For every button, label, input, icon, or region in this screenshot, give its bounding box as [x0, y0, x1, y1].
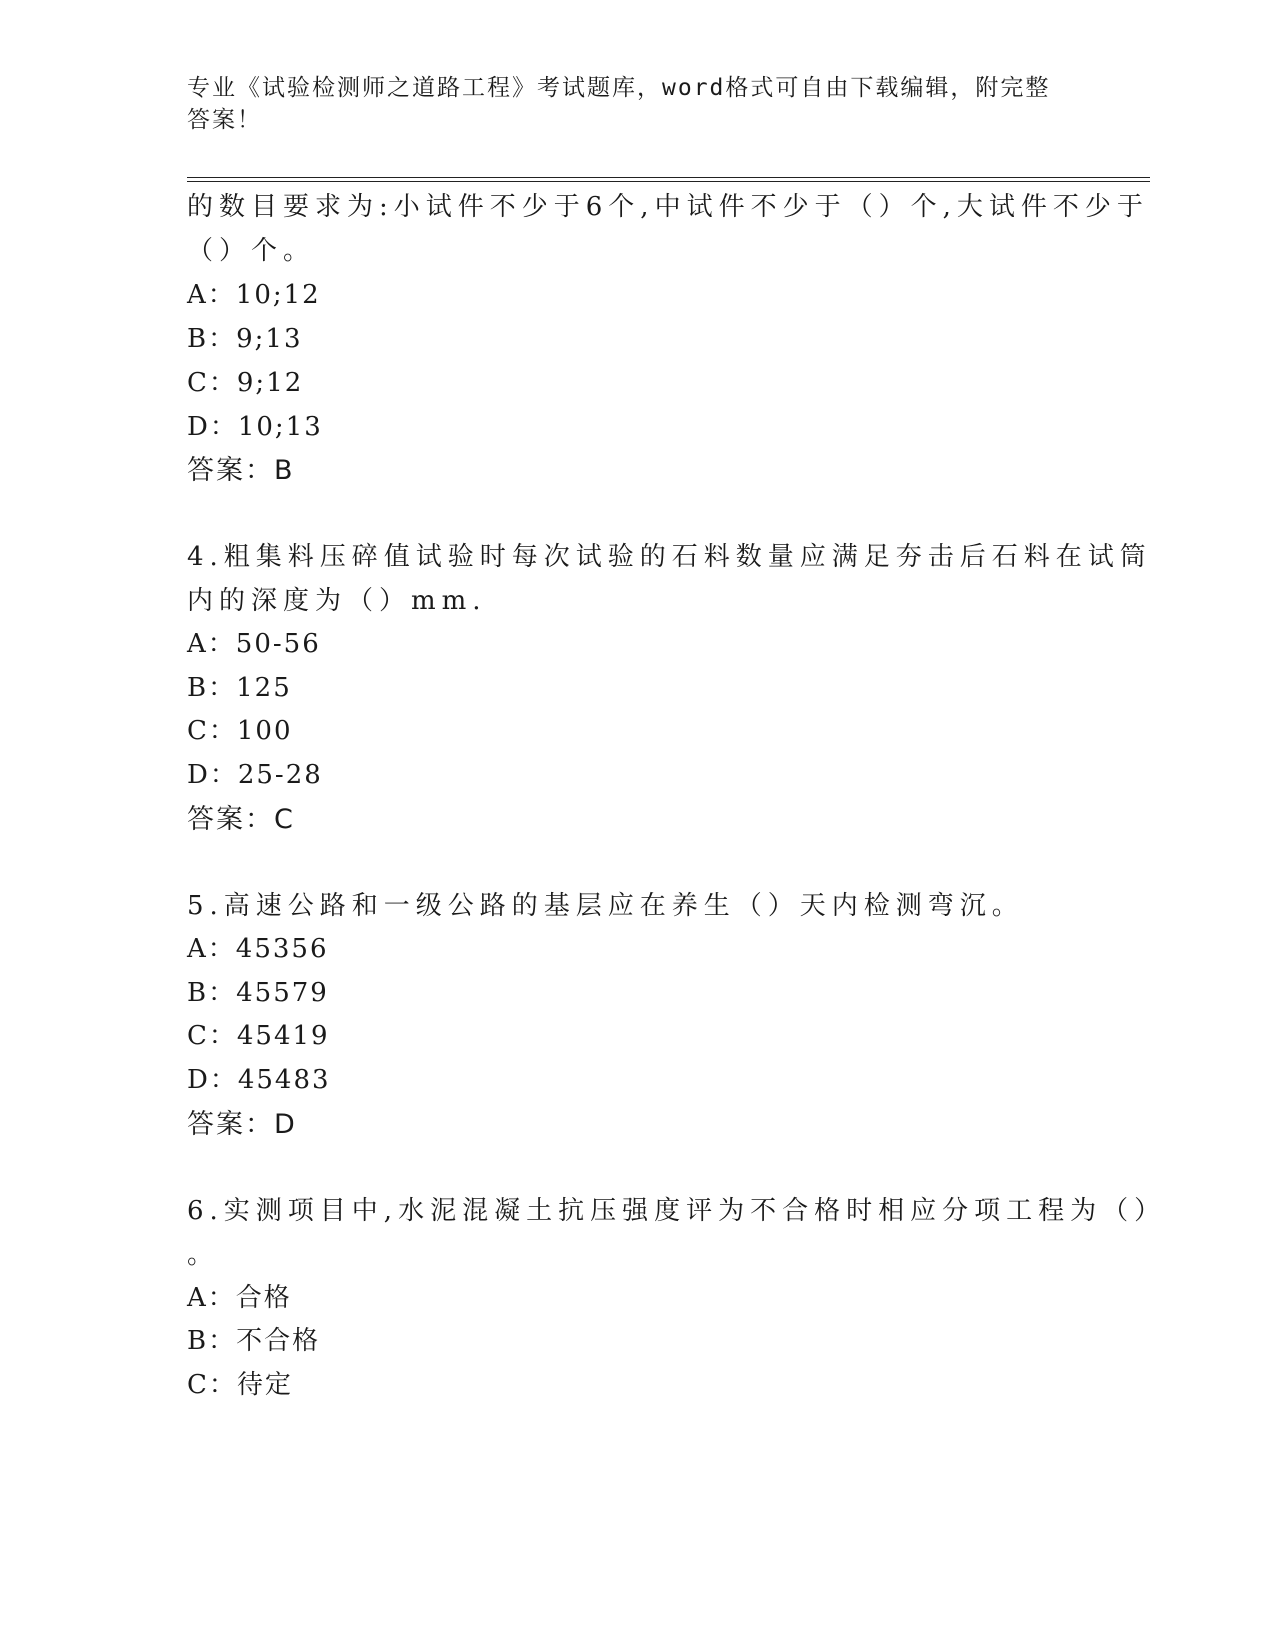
q3-answer: 答案：B [187, 455, 295, 486]
q6-stem-line1: 6.实测项目中,水泥混凝土抗压强度评为不合格时相应分项工程为（） [187, 1196, 1167, 1226]
q5-option-b: B：45579 [187, 978, 329, 1008]
q3-option-b: B：9;13 [187, 324, 303, 354]
header-divider-bottom [187, 181, 1150, 182]
q6-option-c: C：待定 [187, 1370, 293, 1400]
document-header: 专业《试验检测师之道路工程》考试题库，word格式可自由下载编辑，附完整答案！ [187, 75, 1051, 133]
q3-option-a: A：10;12 [187, 280, 321, 310]
q4-option-a: A：50-56 [187, 629, 321, 659]
q5-option-a: A：45356 [187, 934, 329, 964]
q4-option-c: C：100 [187, 716, 293, 746]
q6-stem-line2: 。 [187, 1240, 220, 1270]
q3-stem-line1: 的数目要求为:小试件不少于6个,中试件不少于（）个,大试件不少于 [187, 192, 1149, 222]
q6-option-a: A：合格 [187, 1283, 292, 1313]
header-divider-top [187, 177, 1150, 178]
q5-answer: 答案：D [187, 1109, 297, 1140]
q4-option-b: B：125 [187, 673, 292, 703]
q3-option-d: D：10;13 [187, 412, 323, 442]
q3-option-c: C：9;12 [187, 368, 304, 398]
q3-stem-line2: （）个。 [187, 236, 316, 266]
q4-option-d: D：25-28 [187, 760, 323, 790]
q4-answer: 答案：C [187, 804, 295, 835]
q5-option-d: D：45483 [187, 1065, 331, 1095]
q4-stem-line2: 内的深度为（）mm. [187, 586, 487, 616]
q5-stem-line1: 5.高速公路和一级公路的基层应在养生（）天内检测弯沉。 [187, 891, 1024, 921]
q4-stem-line1: 4.粗集料压碎值试验时每次试验的石料数量应满足夯击后石料在试筒 [187, 542, 1152, 572]
q5-option-c: C：45419 [187, 1021, 330, 1051]
q6-option-b: B：不合格 [187, 1326, 321, 1356]
